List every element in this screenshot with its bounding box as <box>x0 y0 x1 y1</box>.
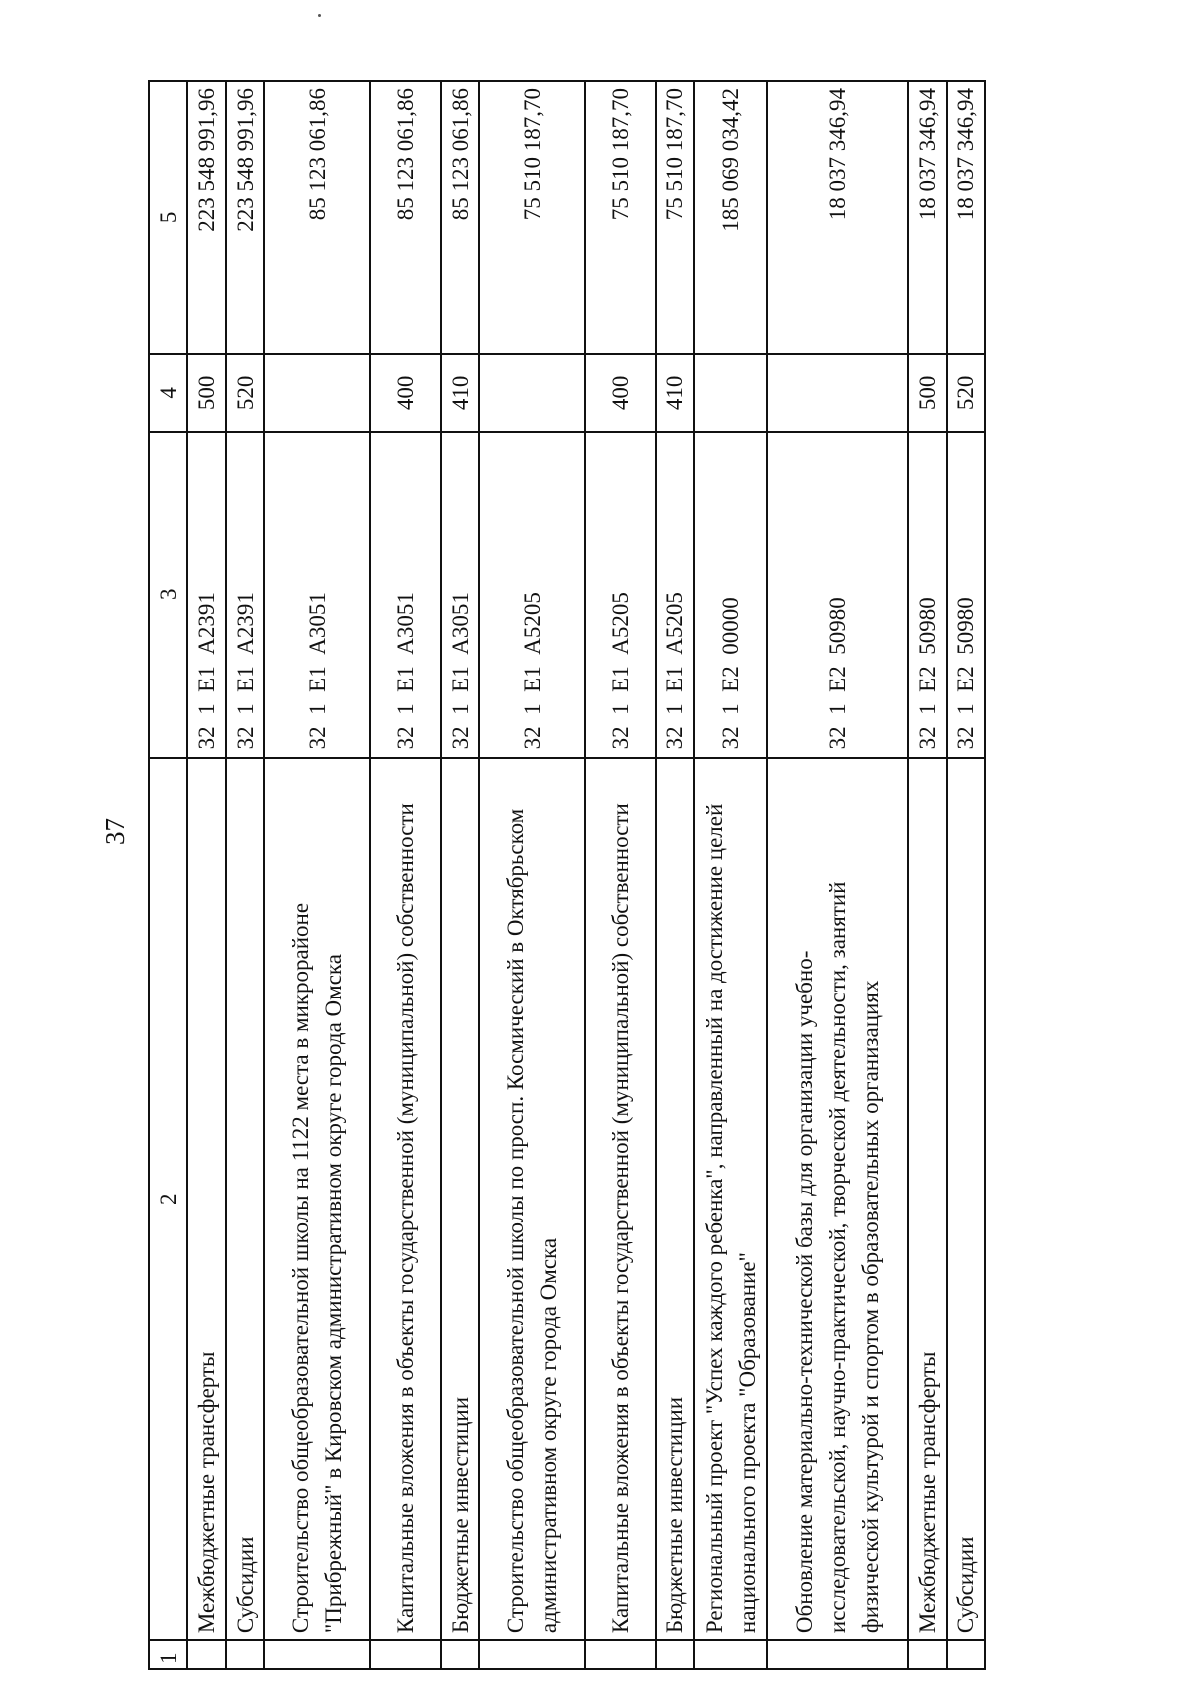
table-header-row <box>149 81 187 1669</box>
row-name-cell: Обновление материально-технической базы для организации учебно-исследовательской, научно-практической, творческой деятельности, занятий физической культурой и спортом в образовательных организациях <box>767 758 908 1640</box>
row-name-cell: Бюджетные инвестиции <box>656 758 694 1640</box>
row-amount-cell: 223 548 991,96 <box>187 81 225 354</box>
budget-table <box>148 80 986 1670</box>
header-col-1: 1 <box>149 1640 187 1669</box>
header-col-4: 4 <box>149 354 187 432</box>
row-amount-cell: 85 123 061,86 <box>441 81 479 354</box>
row-index-cell <box>479 1640 585 1669</box>
row-code-cell: 32 1 Е1 А5205 <box>656 432 694 758</box>
table-row <box>441 81 479 1669</box>
row-amount-cell: 75 510 187,70 <box>656 81 694 354</box>
table-row <box>947 81 985 1669</box>
table-row <box>908 81 946 1669</box>
table-row <box>187 81 225 1669</box>
page-number: 37 <box>100 818 130 845</box>
row-kind-cell <box>264 354 370 432</box>
row-amount-cell: 75 510 187,70 <box>585 81 656 354</box>
table-row <box>264 81 370 1669</box>
row-index-cell <box>947 1640 985 1669</box>
row-name-cell: Межбюджетные трансферты <box>908 758 946 1640</box>
row-kind-cell: 400 <box>370 354 441 432</box>
row-name-cell: Межбюджетные трансферты <box>187 758 225 1640</box>
table-row <box>585 81 656 1669</box>
scan-speck <box>318 14 321 17</box>
row-index-cell <box>694 1640 767 1669</box>
row-index-cell <box>264 1640 370 1669</box>
row-code-cell: 32 1 Е1 А5205 <box>479 432 585 758</box>
row-name-cell: Строительство общеобразовательной школы на 1122 места в микрорайоне "Прибрежный" в Кировском административном округе города Омска <box>264 758 370 1640</box>
row-index-cell <box>585 1640 656 1669</box>
row-index-cell <box>656 1640 694 1669</box>
row-kind-cell <box>767 354 908 432</box>
row-code-cell: 32 1 Е1 А3051 <box>370 432 441 758</box>
row-amount-cell: 223 548 991,96 <box>226 81 264 354</box>
table-row <box>767 81 908 1669</box>
row-code-cell: 32 1 Е2 00000 <box>694 432 767 758</box>
row-kind-cell: 400 <box>585 354 656 432</box>
row-code-cell: 32 1 Е2 50980 <box>947 432 985 758</box>
row-code-cell: 32 1 Е1 А3051 <box>441 432 479 758</box>
row-amount-cell: 85 123 061,86 <box>370 81 441 354</box>
row-index-cell <box>767 1640 908 1669</box>
row-amount-cell: 75 510 187,70 <box>479 81 585 354</box>
row-amount-cell: 18 037 346,94 <box>767 81 908 354</box>
row-amount-cell: 85 123 061,86 <box>264 81 370 354</box>
row-kind-cell: 520 <box>947 354 985 432</box>
row-amount-cell: 185 069 034,42 <box>694 81 767 354</box>
row-amount-cell: 18 037 346,94 <box>947 81 985 354</box>
header-col-2: 2 <box>149 758 187 1640</box>
header-col-5: 5 <box>149 81 187 354</box>
row-index-cell <box>226 1640 264 1669</box>
table-row <box>370 81 441 1669</box>
row-name-cell: Субсидии <box>947 758 985 1640</box>
row-name-cell: Строительство общеобразовательной школы по просп. Космический в Октябрьском административном округе города Омска <box>479 758 585 1640</box>
budget-table-rotated <box>148 80 986 1670</box>
row-name-cell: Региональный проект "Успех каждого ребенка", направленный на достижение целей национального проекта "Образование" <box>694 758 767 1640</box>
row-name-cell: Бюджетные инвестиции <box>441 758 479 1640</box>
table-row <box>656 81 694 1669</box>
row-kind-cell: 410 <box>441 354 479 432</box>
row-index-cell <box>441 1640 479 1669</box>
row-kind-cell: 500 <box>908 354 946 432</box>
row-code-cell: 32 1 Е2 50980 <box>767 432 908 758</box>
row-kind-cell: 500 <box>187 354 225 432</box>
header-col-3: 3 <box>149 432 187 758</box>
row-index-cell <box>370 1640 441 1669</box>
row-index-cell <box>187 1640 225 1669</box>
row-code-cell: 32 1 Е1 А2391 <box>187 432 225 758</box>
row-kind-cell: 410 <box>656 354 694 432</box>
row-kind-cell <box>479 354 585 432</box>
row-code-cell: 32 1 Е2 50980 <box>908 432 946 758</box>
row-name-cell: Капитальные вложения в объекты государственной (муниципальной) собственности <box>370 758 441 1640</box>
row-name-cell: Капитальные вложения в объекты государственной (муниципальной) собственности <box>585 758 656 1640</box>
row-kind-cell: 520 <box>226 354 264 432</box>
row-code-cell: 32 1 Е1 А5205 <box>585 432 656 758</box>
row-kind-cell <box>694 354 767 432</box>
table-row <box>479 81 585 1669</box>
table-row <box>226 81 264 1669</box>
row-name-cell: Субсидии <box>226 758 264 1640</box>
row-index-cell <box>908 1640 946 1669</box>
row-amount-cell: 18 037 346,94 <box>908 81 946 354</box>
row-code-cell: 32 1 Е1 А2391 <box>226 432 264 758</box>
table-row <box>694 81 767 1669</box>
row-code-cell: 32 1 Е1 А3051 <box>264 432 370 758</box>
